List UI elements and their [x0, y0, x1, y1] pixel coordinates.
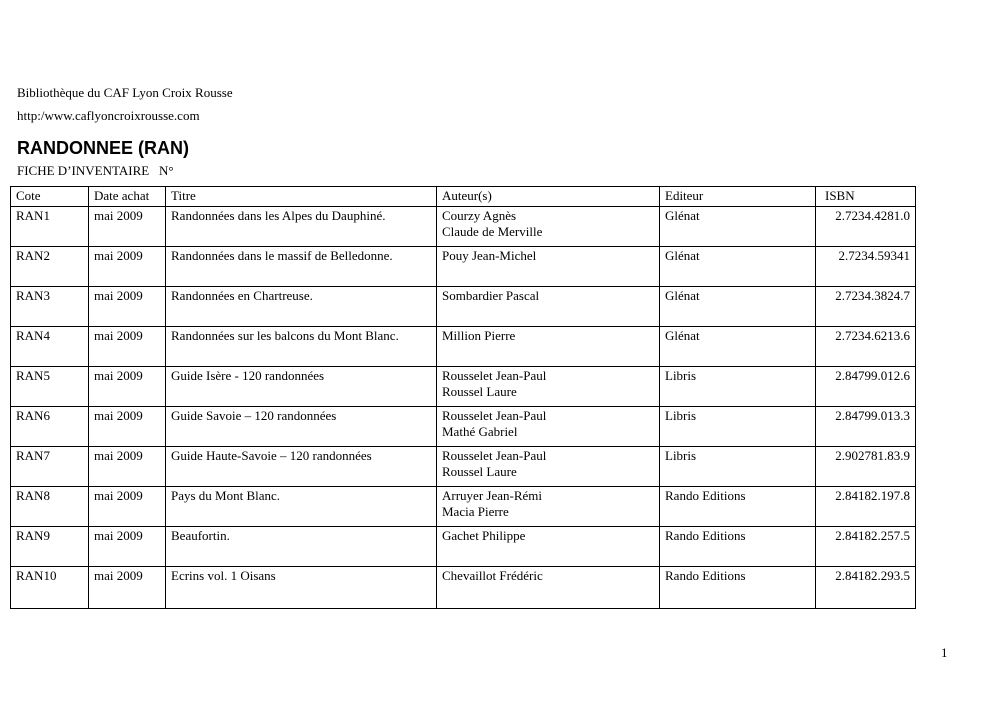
cell-cote: RAN1	[11, 207, 89, 247]
page-number: 1	[941, 645, 948, 660]
table-row	[11, 447, 916, 487]
cell-titre: Randonnées en Chartreuse.	[166, 287, 437, 327]
column-header-isbn: ISBN	[816, 187, 916, 207]
cell-titre: Randonnées dans les Alpes du Dauphiné.	[166, 207, 437, 247]
cell-auteurs	[437, 207, 660, 247]
cell-editeur: Rando Editions	[660, 527, 816, 567]
author-name: Roussel Laure	[442, 464, 517, 479]
cell-isbn: 2.7234.6213.6	[816, 327, 916, 367]
author-name: Courzy Agnès	[442, 208, 517, 223]
column-header-auteurs: Auteur(s)	[437, 187, 660, 207]
table-row	[11, 327, 916, 367]
library-name: Bibliothèque du CAF Lyon Croix Rousse	[17, 85, 233, 100]
page-title: RANDONNEE (RAN)	[17, 138, 189, 158]
cell-date-achat: mai 2009	[89, 327, 166, 367]
cell-date-achat: mai 2009	[89, 247, 166, 287]
column-header-cote: Cote	[11, 187, 89, 207]
author-name: Arruyer Jean-Rémi	[442, 488, 542, 503]
cell-editeur: Glénat	[660, 327, 816, 367]
cell-titre: Randonnées sur les balcons du Mont Blanc.	[166, 327, 437, 367]
cell-isbn: 2.84182.293.5	[816, 567, 916, 609]
cell-editeur: Libris	[660, 407, 816, 447]
table-row	[11, 247, 916, 287]
cell-date-achat: mai 2009	[89, 487, 166, 527]
author-name: Macia Pierre	[442, 504, 509, 519]
cell-titre: Guide Savoie – 120 randonnées	[166, 407, 437, 447]
cell-auteurs	[437, 567, 660, 609]
cell-auteurs	[437, 527, 660, 567]
inventory-table	[10, 186, 916, 609]
cell-auteurs	[437, 287, 660, 327]
author-name: Sombardier Pascal	[442, 288, 540, 303]
cell-auteurs	[437, 367, 660, 407]
cell-date-achat: mai 2009	[89, 527, 166, 567]
cell-auteurs	[437, 407, 660, 447]
author-name: Gachet Philippe	[442, 528, 526, 543]
cell-isbn: 2.84799.013.3	[816, 407, 916, 447]
cell-cote: RAN5	[11, 367, 89, 407]
cell-isbn: 2.7234.59341	[816, 247, 916, 287]
cell-isbn: 2.84182.257.5	[816, 527, 916, 567]
table-row	[11, 487, 916, 527]
table-row	[11, 407, 916, 447]
cell-isbn: 2.7234.3824.7	[816, 287, 916, 327]
table-row	[11, 567, 916, 609]
author-name: Million Pierre	[442, 328, 516, 343]
cell-cote: RAN7	[11, 447, 89, 487]
table-header-row	[11, 187, 916, 207]
cell-isbn: 2.7234.4281.0	[816, 207, 916, 247]
cell-cote: RAN2	[11, 247, 89, 287]
author-name: Chevaillot Frédéric	[442, 568, 543, 583]
cell-cote: RAN3	[11, 287, 89, 327]
cell-editeur: Libris	[660, 367, 816, 407]
cell-auteurs	[437, 327, 660, 367]
column-header-titre: Titre	[166, 187, 437, 207]
cell-editeur: Rando Editions	[660, 567, 816, 609]
author-name: Rousselet Jean-Paul	[442, 408, 547, 423]
cell-editeur: Glénat	[660, 287, 816, 327]
cell-auteurs	[437, 487, 660, 527]
library-url: http:/www.caflyoncroixrousse.com	[17, 108, 200, 123]
table-row	[11, 527, 916, 567]
cell-titre: Guide Isère - 120 randonnées	[166, 367, 437, 407]
column-header-editeur: Editeur	[660, 187, 816, 207]
inventory-subtitle: FICHE D’INVENTAIRE N°	[17, 163, 174, 178]
cell-isbn: 2.84799.012.6	[816, 367, 916, 407]
cell-isbn: 2.902781.83.9	[816, 447, 916, 487]
cell-titre: Beaufortin.	[166, 527, 437, 567]
cell-date-achat: mai 2009	[89, 367, 166, 407]
cell-date-achat: mai 2009	[89, 207, 166, 247]
author-name: Claude de Merville	[442, 224, 543, 239]
cell-auteurs	[437, 447, 660, 487]
cell-cote: RAN9	[11, 527, 89, 567]
cell-editeur: Glénat	[660, 247, 816, 287]
column-header-date: Date achat	[89, 187, 166, 207]
cell-isbn: 2.84182.197.8	[816, 487, 916, 527]
table-row	[11, 367, 916, 407]
cell-cote: RAN8	[11, 487, 89, 527]
cell-auteurs	[437, 247, 660, 287]
author-name: Rousselet Jean-Paul	[442, 368, 547, 383]
author-name: Pouy Jean-Michel	[442, 248, 537, 263]
cell-titre: Guide Haute-Savoie – 120 randonnées	[166, 447, 437, 487]
cell-cote: RAN4	[11, 327, 89, 367]
cell-date-achat: mai 2009	[89, 287, 166, 327]
cell-editeur: Glénat	[660, 207, 816, 247]
author-name: Mathé Gabriel	[442, 424, 518, 439]
cell-cote: RAN6	[11, 407, 89, 447]
table-row	[11, 207, 916, 247]
cell-editeur: Rando Editions	[660, 487, 816, 527]
table-row	[11, 287, 916, 327]
cell-titre: Ecrins vol. 1 Oisans	[166, 567, 437, 609]
cell-date-achat: mai 2009	[89, 567, 166, 609]
cell-titre: Randonnées dans le massif de Belledonne.	[166, 247, 437, 287]
cell-titre: Pays du Mont Blanc.	[166, 487, 437, 527]
cell-date-achat: mai 2009	[89, 447, 166, 487]
cell-cote: RAN10	[11, 567, 89, 609]
author-name: Roussel Laure	[442, 384, 517, 399]
author-name: Rousselet Jean-Paul	[442, 448, 547, 463]
cell-date-achat: mai 2009	[89, 407, 166, 447]
cell-editeur: Libris	[660, 447, 816, 487]
